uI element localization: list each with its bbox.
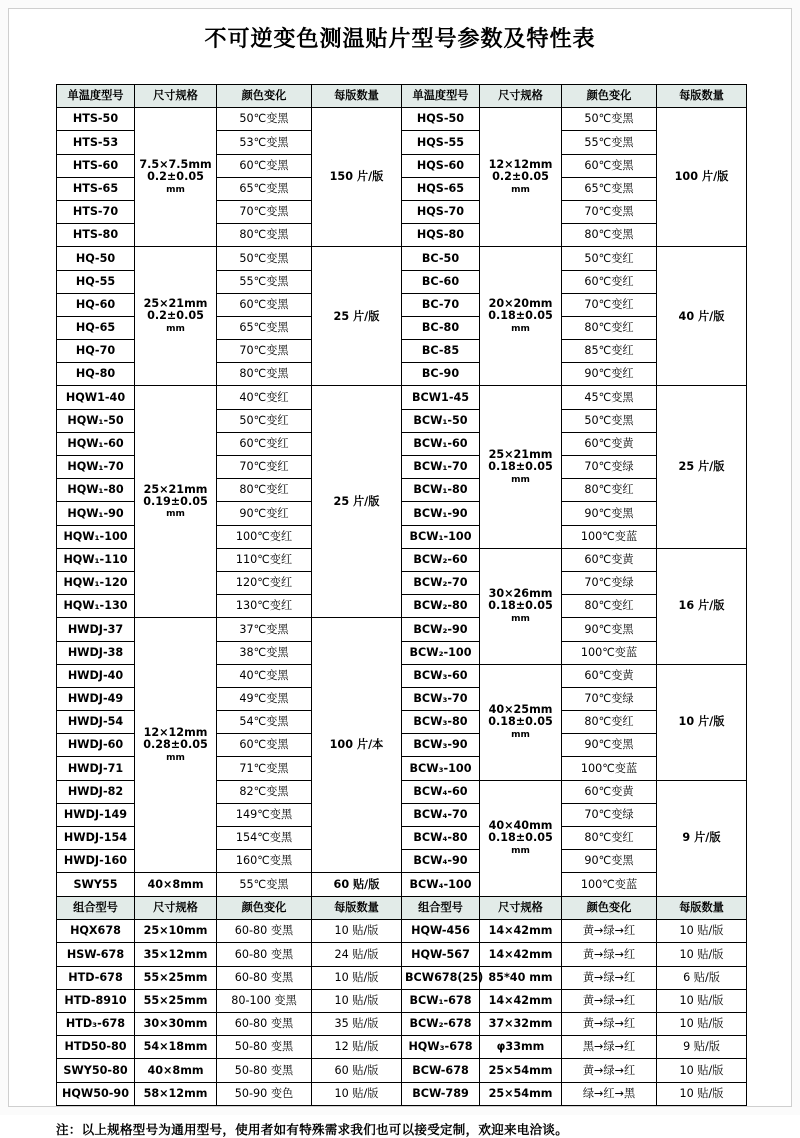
table-header-row [57,85,747,108]
header-combo-color-left: 颜色变化 [217,897,312,920]
color-change-cell: 154℃变黑 [217,827,312,850]
header-size-left: 尺寸规格 [135,85,217,108]
color-change-cell: 65℃变黑 [217,177,312,200]
model-cell: BCW₄-90 [402,850,480,873]
combo-qty-cell: 24 贴/版 [312,943,402,966]
color-change-cell: 120℃变红 [217,571,312,594]
page-title: 不可逆变色测温贴片型号参数及特性表 [204,27,596,52]
qty-cell: 100 片/版 [657,108,747,247]
combo-model-cell: SWY50-80 [57,1059,135,1082]
model-cell: HWDJ-54 [57,711,135,734]
model-cell: HQW₁-90 [57,502,135,525]
qty-cell: 40 片/版 [657,247,747,386]
color-change-cell: 53℃变黑 [217,131,312,154]
combo-row [57,1082,747,1105]
color-change-cell: 100℃变蓝 [562,641,657,664]
table-row [57,108,747,131]
color-change-cell: 70℃变黑 [562,200,657,223]
color-change-cell: 55℃变黑 [217,270,312,293]
combo-qty-cell: 10 贴/版 [312,966,402,989]
color-change-cell: 80℃变红 [562,827,657,850]
color-change-cell: 38℃变黑 [217,641,312,664]
combo-qty-cell: 60 贴/版 [312,1059,402,1082]
model-cell: HWDJ-154 [57,827,135,850]
color-change-cell: 110℃变红 [217,548,312,571]
combo-qty-cell: 10 贴/版 [312,1082,402,1105]
table-row [57,618,747,641]
combo-size-cell: 14×42mm [480,989,562,1012]
color-change-cell: 80℃变黑 [217,363,312,386]
combo-color-cell: 黄→绿→红 [562,920,657,943]
combo-size-cell: 14×42mm [480,943,562,966]
combo-size-cell: 14×42mm [480,920,562,943]
model-cell: HQW₁-70 [57,456,135,479]
model-cell: HQW1-40 [57,386,135,409]
combo-color-cell: 黄→绿→红 [562,943,657,966]
model-cell: HTS-70 [57,200,135,223]
header-combo-size-left: 尺寸规格 [135,897,217,920]
model-cell: HQS-55 [402,131,480,154]
table-row [57,247,747,270]
color-change-cell: 50℃变黑 [562,409,657,432]
header-qty-left: 每版数量 [312,85,402,108]
model-cell: BCW₂-80 [402,595,480,618]
size-cell: 40×40mm 0.18±0.05 mm [480,780,562,896]
color-change-cell: 70℃变红 [562,293,657,316]
color-change-cell: 60℃变黄 [562,548,657,571]
model-cell: HQ-65 [57,316,135,339]
model-cell: BC-70 [402,293,480,316]
combo-qty-cell: 10 贴/版 [657,989,747,1012]
model-cell: BCW1-45 [402,386,480,409]
color-change-cell: 80℃变黑 [217,224,312,247]
header-combo-qty-left: 每版数量 [312,897,402,920]
header-combo-qty-right: 每版数量 [657,897,747,920]
color-change-cell: 50℃变红 [217,409,312,432]
model-cell: BCW₄-60 [402,780,480,803]
model-cell: SWY55 [57,873,135,896]
combo-color-cell: 黄→绿→红 [562,1059,657,1082]
combo-qty-cell: 10 贴/版 [657,943,747,966]
model-cell: BCW₂-60 [402,548,480,571]
qty-cell: 150 片/版 [312,108,402,247]
model-cell: HQW₁-120 [57,571,135,594]
color-change-cell: 70℃变绿 [562,687,657,710]
combo-row [57,1012,747,1035]
combo-color-cell: 50-80 变黑 [217,1036,312,1059]
color-change-cell: 60℃变黑 [562,154,657,177]
color-change-cell: 80℃变红 [217,479,312,502]
qty-cell: 16 片/版 [657,548,747,664]
combo-qty-cell: 12 贴/版 [312,1036,402,1059]
combo-model-cell: BCW678(25) [402,966,480,989]
combo-row [57,920,747,943]
combo-model-cell: BCW-678 [402,1059,480,1082]
model-cell: HQ-70 [57,340,135,363]
combo-size-cell: 30×30mm [135,1012,217,1035]
combo-row [57,989,747,1012]
combo-size-cell: φ33mm [480,1036,562,1059]
color-change-cell: 40℃变红 [217,386,312,409]
color-change-cell: 65℃变黑 [562,177,657,200]
model-cell: HQW₁-60 [57,432,135,455]
combo-model-cell: HQW-567 [402,943,480,966]
color-change-cell: 90℃变黑 [562,850,657,873]
combo-color-cell: 60-80 变黑 [217,1012,312,1035]
table-row [57,873,747,896]
model-cell: HQS-50 [402,108,480,131]
combo-qty-cell: 9 贴/版 [657,1036,747,1059]
color-change-cell: 70℃变绿 [562,571,657,594]
size-cell: 20×20mm 0.18±0.05 mm [480,247,562,386]
combo-size-cell: 54×18mm [135,1036,217,1059]
combo-size-cell: 58×12mm [135,1082,217,1105]
color-change-cell: 70℃变绿 [562,803,657,826]
color-change-cell: 90℃变红 [217,502,312,525]
color-change-cell: 100℃变蓝 [562,525,657,548]
color-change-cell: 50℃变黑 [217,108,312,131]
model-cell: HWDJ-38 [57,641,135,664]
model-cell: HWDJ-82 [57,780,135,803]
color-change-cell: 54℃变黑 [217,711,312,734]
size-cell: 12×12mm 0.28±0.05 mm [135,618,217,873]
qty-cell: 25 片/版 [312,247,402,386]
model-cell: BCW₃-100 [402,757,480,780]
model-cell: BC-60 [402,270,480,293]
table-row [57,386,747,409]
model-cell: HQ-80 [57,363,135,386]
model-cell: HTS-80 [57,224,135,247]
color-change-cell: 82℃变黑 [217,780,312,803]
combo-color-cell: 50-90 变色 [217,1082,312,1105]
header-color-left: 颜色变化 [217,85,312,108]
header-color-right: 颜色变化 [562,85,657,108]
header-combo-model-right: 组合型号 [402,897,480,920]
model-cell: HWDJ-49 [57,687,135,710]
combo-size-cell: 55×25mm [135,966,217,989]
combo-model-cell: HSW-678 [57,943,135,966]
combo-model-cell: HQW-456 [402,920,480,943]
combo-size-cell: 35×12mm [135,943,217,966]
color-change-cell: 80℃变红 [562,595,657,618]
combo-color-cell: 黑→绿→红 [562,1036,657,1059]
color-change-cell: 60℃变黄 [562,780,657,803]
size-cell: 7.5×7.5mm 0.2±0.05 mm [135,108,217,247]
combo-table [56,896,747,1106]
combo-row [57,943,747,966]
combo-row [57,1059,747,1082]
combo-model-cell: HQW50-90 [57,1082,135,1105]
combo-qty-cell: 35 贴/版 [312,1012,402,1035]
model-cell: HQW₁-50 [57,409,135,432]
combo-qty-cell: 10 贴/版 [657,1059,747,1082]
color-change-cell: 160℃变黑 [217,850,312,873]
color-change-cell: 80℃变红 [562,316,657,339]
model-cell: HQS-65 [402,177,480,200]
combo-model-cell: HTD-8910 [57,989,135,1012]
combo-size-cell: 37×32mm [480,1012,562,1035]
color-change-cell: 70℃变黑 [217,200,312,223]
color-change-cell: 60℃变黄 [562,432,657,455]
combo-qty-cell: 10 贴/版 [312,989,402,1012]
size-cell: 40×25mm 0.18±0.05 mm [480,664,562,780]
model-cell: BCW₃-70 [402,687,480,710]
model-cell: HTS-53 [57,131,135,154]
spec-table [56,84,747,897]
model-cell: HQ-60 [57,293,135,316]
model-cell: BC-90 [402,363,480,386]
header-combo-size-right: 尺寸规格 [480,897,562,920]
color-change-cell: 70℃变绿 [562,456,657,479]
combo-model-cell: BCW₁-678 [402,989,480,1012]
model-cell: BCW₂-100 [402,641,480,664]
size-cell: 25×21mm 0.19±0.05 mm [135,386,217,618]
qty-cell: 10 片/版 [657,664,747,780]
model-cell: HWDJ-60 [57,734,135,757]
combo-color-cell: 绿→红→黑 [562,1082,657,1105]
combo-row [57,966,747,989]
model-cell: BCW₁-100 [402,525,480,548]
color-change-cell: 90℃变红 [562,363,657,386]
color-change-cell: 60℃变黄 [562,664,657,687]
model-cell: HQS-80 [402,224,480,247]
model-cell: BCW₁-70 [402,456,480,479]
combo-size-cell: 85*40 mm [480,966,562,989]
model-cell: BCW₂-90 [402,618,480,641]
color-change-cell: 40℃变黑 [217,664,312,687]
combo-color-cell: 黄→绿→红 [562,966,657,989]
color-change-cell: 90℃变黑 [562,618,657,641]
model-cell: BCW₁-50 [402,409,480,432]
model-cell: BCW₃-80 [402,711,480,734]
combo-model-cell: HTD50-80 [57,1036,135,1059]
combo-size-cell: 55×25mm [135,989,217,1012]
color-change-cell: 100℃变红 [217,525,312,548]
combo-color-cell: 60-80 变黑 [217,943,312,966]
qty-cell: 9 片/版 [657,780,747,896]
model-cell: HTS-50 [57,108,135,131]
header-combo-model-left: 组合型号 [57,897,135,920]
color-change-cell: 100℃变蓝 [562,757,657,780]
color-change-cell: 100℃变蓝 [562,873,657,896]
model-cell: HQW₁-110 [57,548,135,571]
model-cell: HQS-60 [402,154,480,177]
footer-note: 注：以上规格型号为通用型号，使用者如有特殊需求我们也可以接受定制，欢迎来电洽谈。 [56,1122,569,1137]
combo-size-cell: 25×54mm [480,1059,562,1082]
color-change-cell: 65℃变黑 [217,316,312,339]
model-cell: BCW₄-80 [402,827,480,850]
model-cell: HQW₁-100 [57,525,135,548]
model-cell: HWDJ-40 [57,664,135,687]
size-cell: 12×12mm 0.2±0.05 mm [480,108,562,247]
color-change-cell: 85℃变红 [562,340,657,363]
combo-qty-cell: 10 贴/版 [312,920,402,943]
color-change-cell: 90℃变黑 [562,734,657,757]
combo-color-cell: 60-80 变黑 [217,920,312,943]
model-cell: HWDJ-71 [57,757,135,780]
color-change-cell: 70℃变红 [217,456,312,479]
model-cell: HQ-50 [57,247,135,270]
model-cell: BCW₃-60 [402,664,480,687]
color-change-cell: 90℃变黑 [562,502,657,525]
combo-model-cell: BCW-789 [402,1082,480,1105]
combo-color-cell: 60-80 变黑 [217,966,312,989]
color-change-cell: 60℃变黑 [217,734,312,757]
combo-model-cell: HQW₃-678 [402,1036,480,1059]
color-change-cell: 60℃变黑 [217,154,312,177]
color-change-cell: 50℃变红 [562,247,657,270]
size-cell: 30×26mm 0.18±0.05 mm [480,548,562,664]
header-size-right: 尺寸规格 [480,85,562,108]
header-combo-color-right: 颜色变化 [562,897,657,920]
combo-color-cell: 黄→绿→红 [562,1012,657,1035]
color-change-cell: 80℃变红 [562,479,657,502]
model-cell: BC-80 [402,316,480,339]
combo-color-cell: 50-80 变黑 [217,1059,312,1082]
color-change-cell: 37℃变黑 [217,618,312,641]
combo-color-cell: 黄→绿→红 [562,989,657,1012]
model-cell: BCW₁-80 [402,479,480,502]
combo-qty-cell: 10 贴/版 [657,920,747,943]
color-change-cell: 50℃变黑 [217,247,312,270]
qty-cell: 25 片/版 [312,386,402,618]
color-change-cell: 71℃变黑 [217,757,312,780]
combo-qty-cell: 6 贴/版 [657,966,747,989]
combo-qty-cell: 10 贴/版 [657,1082,747,1105]
model-cell: HWDJ-37 [57,618,135,641]
model-cell: HQS-70 [402,200,480,223]
model-cell: BCW₂-70 [402,571,480,594]
model-cell: HTS-65 [57,177,135,200]
model-cell: BCW₄-100 [402,873,480,896]
model-cell: HWDJ-149 [57,803,135,826]
color-change-cell: 45℃变黑 [562,386,657,409]
color-change-cell: 50℃变黑 [562,108,657,131]
qty-cell: 25 片/版 [657,386,747,548]
color-change-cell: 149℃变黑 [217,803,312,826]
header-qty-right: 每版数量 [657,85,747,108]
combo-size-cell: 25×10mm [135,920,217,943]
header-single-model-left: 单温度型号 [57,85,135,108]
color-change-cell: 49℃变黑 [217,687,312,710]
qty-cell: 60 贴/版 [312,873,402,896]
combo-color-cell: 80-100 变黑 [217,989,312,1012]
size-cell: 25×21mm 0.18±0.05 mm [480,386,562,548]
color-change-cell: 60℃变红 [562,270,657,293]
color-change-cell: 80℃变黑 [562,224,657,247]
model-cell: BCW₁-90 [402,502,480,525]
combo-header-row [57,897,747,920]
qty-cell: 100 片/本 [312,618,402,873]
color-change-cell: 60℃变黑 [217,293,312,316]
model-cell: BCW₁-60 [402,432,480,455]
color-change-cell: 55℃变黑 [217,873,312,896]
model-cell: BCW₃-90 [402,734,480,757]
model-cell: BC-50 [402,247,480,270]
model-cell: BC-85 [402,340,480,363]
color-change-cell: 130℃变红 [217,595,312,618]
color-change-cell: 55℃变黑 [562,131,657,154]
size-cell: 25×21mm 0.2±0.05 mm [135,247,217,386]
combo-row [57,1036,747,1059]
combo-qty-cell: 10 贴/版 [657,1012,747,1035]
model-cell: HQ-55 [57,270,135,293]
combo-model-cell: HTD-678 [57,966,135,989]
model-cell: HWDJ-160 [57,850,135,873]
size-cell: 40×8mm [135,873,217,896]
model-cell: HQW₁-80 [57,479,135,502]
header-single-model-right: 单温度型号 [402,85,480,108]
color-change-cell: 70℃变黑 [217,340,312,363]
color-change-cell: 60℃变红 [217,432,312,455]
model-cell: HTS-60 [57,154,135,177]
combo-model-cell: BCW₂-678 [402,1012,480,1035]
combo-model-cell: HTD₃-678 [57,1012,135,1035]
combo-model-cell: HQX678 [57,920,135,943]
color-change-cell: 80℃变红 [562,711,657,734]
model-cell: BCW₄-70 [402,803,480,826]
combo-size-cell: 40×8mm [135,1059,217,1082]
combo-size-cell: 25×54mm [480,1082,562,1105]
model-cell: HQW₁-130 [57,595,135,618]
